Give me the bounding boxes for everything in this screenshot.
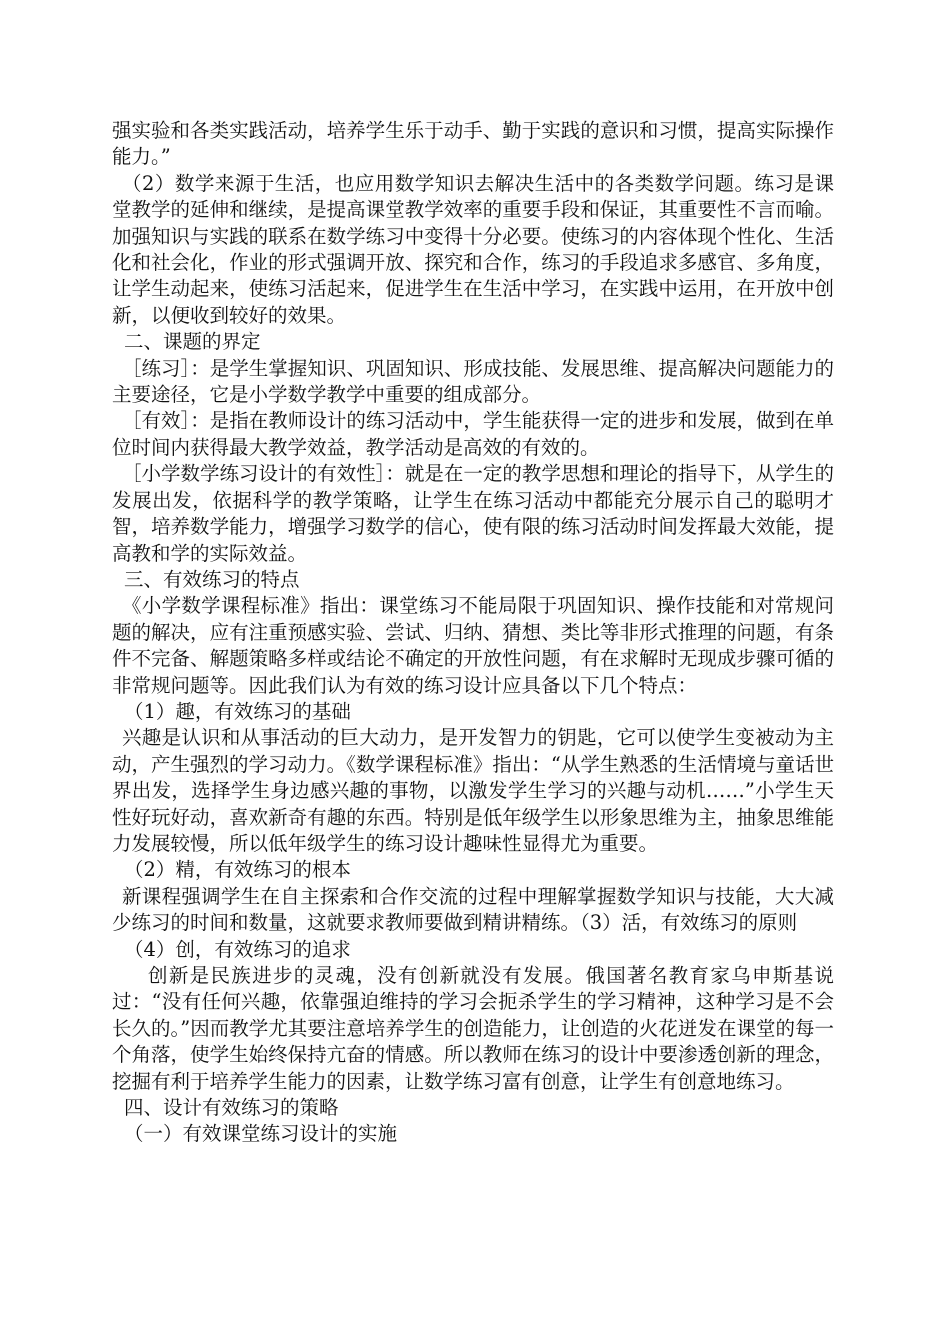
subheading-refined: （2）精，有效练习的根本 xyxy=(124,858,351,882)
section-heading-definition: 二、课题的界定 xyxy=(124,330,261,354)
document-page xyxy=(112,118,834,1148)
subheading-interest: （1）趣，有效练习的基础 xyxy=(124,699,351,723)
paragraph-continuation: 强实验和各类实践活动，培养学生乐于动手、勤于实践的意识和习惯，提高实际操作能力。” xyxy=(112,119,834,169)
paragraph-def-effectiveness: ［小学数学练习设计的有效性］：就是在一定的教学思想和理论的指导下，从学生的发展出发，依据科学的教学策略，让学生在练习活动中都能充分展示自己的聪明才智，培养数学能力，增强学习数学的信心，使有限的练习活动时间发挥最大效能，提高教和学的实际效益。 xyxy=(112,462,834,565)
paragraph-life-math: （2）数学来源于生活，也应用数学知识去解决生活中的各类数学问题。练习是课堂教学的延伸和继续，是提高课堂教学效率的重要手段和保证，其重要性不言而喻。加强知识与实践的联系在数学练习中变得十分必要。使练习的内容体现个性化、生活化和社会化，作业的形式强调开放、探究和合作，练习的手段追求多感官、多角度，让学生动起来，使练习活起来，促进学生在生活中学习，在实践中运用，在开放中创新，以便收到较好的效果。 xyxy=(112,171,834,327)
section-heading-features: 三、有效练习的特点 xyxy=(124,567,300,591)
subheading-implementation: （一）有效课堂练习设计的实施 xyxy=(124,1122,398,1146)
paragraph-def-effective: ［有效］：是指在教师设计的练习活动中，学生能获得一定的进步和发展，做到在单位时间内获得最大教学效益，教学活动是高效的有效的。 xyxy=(112,409,834,459)
subheading-creative: （4）创，有效练习的追求 xyxy=(124,937,351,961)
paragraph-def-practice: ［练习］：是学生掌握知识、巩固知识、形成技能、发展思维、提高解决问题能力的主要途径，它是小学数学教学中重要的组成部分。 xyxy=(112,356,834,407)
section-heading-strategy: 四、设计有效练习的策略 xyxy=(124,1096,339,1120)
paragraph-interest: 兴趣是认识和从事活动的巨大动力，是开发智力的钥匙，它可以使学生变被动为主动，产生强烈的学习动力。《数学课程标准》指出：“从学生熟悉的生活情境与童话世界出发，选择学生身边感兴趣的事物，以激发学生学习的兴趣与动机……”小学生天性好玩好动，喜欢新奇有趣的东西。特别是低年级学生以形象思维为主，抽象思维能力发展较慢，所以低年级学生的练习设计趣味性显得尤为重要。 xyxy=(112,726,834,855)
paragraph-refined: 新课程强调学生在自主探索和合作交流的过程中理解掌握数学知识与技能，大大减少练习的时间和数量，这就要求教师要做到精讲精练。（3）活，有效练习的原则 xyxy=(112,884,834,935)
paragraph-creative: 创新是民族进步的灵魂，没有创新就没有发展。俄国著名教育家乌申斯基说过：“没有任何兴趣，依靠强迫维持的学习会扼杀学生的学习精神，这种学习是不会长久的。”因而教学尤其要注意培养学生的创造能力，让创造的火花迸发在课堂的每一个角落，使学生始终保持亢奋的情感。所以教师在练习的设计中要渗透创新的理念，挖掘有利于培养学生能力的因素，让数学练习富有创意，让学生有创意地练习。 xyxy=(112,964,834,1093)
paragraph-curriculum-standard: 《小学数学课程标准》指出：课堂练习不能局限于巩固知识、操作技能和对常规问题的解决，应有注重预感实验、尝试、归纳、猜想、类比等非形式推理的问题，有条件不完备、解题策略多样或结论不确定的开放性问题，有在求解时无现成步骤可循的非常规问题等。因此我们认为有效的练习设计应具备以下几个特点： xyxy=(112,594,834,697)
